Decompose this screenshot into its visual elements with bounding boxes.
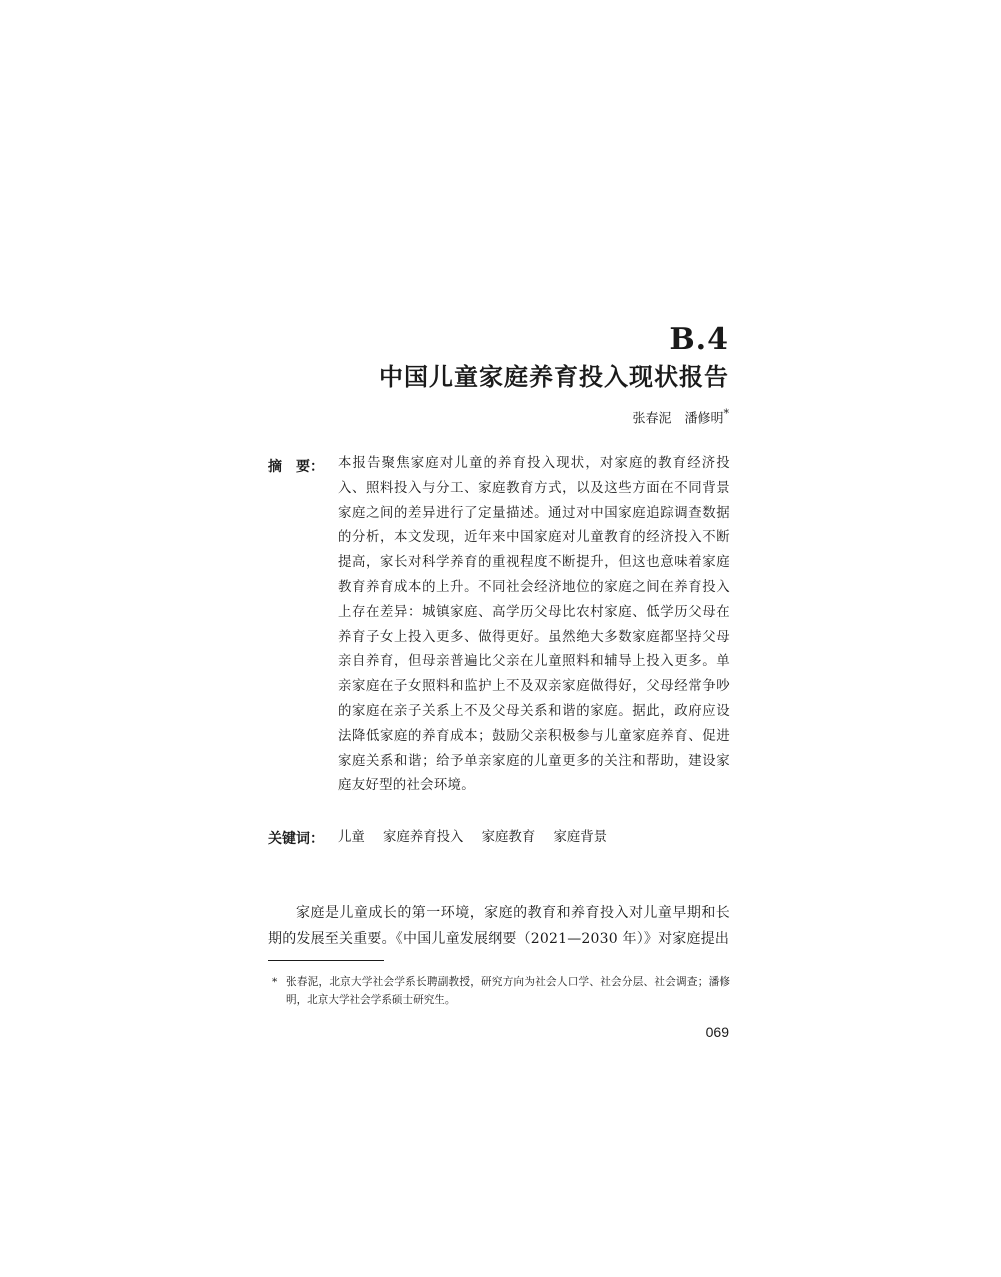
page-number: 069 [705, 1024, 729, 1040]
section-label: B.4 [669, 322, 729, 357]
abstract-text: 本报告聚焦家庭对儿童的养育投入现状，对家庭的教育经济投入、照料投入与分工、家庭教育方式，以及这些方面在不同背景家庭之间的差异进行了定量描述。通过对中国家庭追踪调查数据的分析，本文发现，近年来中国家庭对儿童教育的经济投入不断提高，家长对科学养育的重视程度不断提升，但这也意味着家庭教育养育成本的上升。不同社会经济地位的家庭之间在养育投入上存在差异：城镇家庭、高学历父母比农村家庭、低学历父母在养育子女上投入更多、做得更好。虽然绝大多数家庭都坚持父母亲自养育，但母亲普遍比父亲在儿童照料和辅导上投入更多。单亲家庭在子女照料和监护上不及双亲家庭做得好，父母经常争吵的家庭在亲子关系上不及父母关系和谐的家庭。据此，政府应设法降低家庭的养育成本；鼓励父亲积极参与儿童家庭养育、促进家庭关系和谐；给予单亲家庭的儿童更多的关注和帮助，建设家庭友好型的社会环境。 [338, 456, 730, 794]
author-names: 张春泥 潘修明 [632, 411, 724, 427]
body-paragraph: 家庭是儿童成长的第一环境，家庭的教育和养育投入对儿童早期和长期的发展至关重要。《中国儿童发展纲要（2021—2030 年）》对家庭提出 [268, 905, 730, 947]
keyword-item: 儿童 [338, 830, 365, 845]
keyword-item: 家庭养育投入 [383, 830, 464, 845]
keyword-item: 家庭背景 [553, 830, 608, 845]
footnote-text: 张春泥，北京大学社会学系长聘副教授，研究方向为社会人口学、社会分层、社会调查；潘修明，北京大学社会学系硕士研究生。 [286, 976, 730, 1006]
author-line [632, 407, 729, 426]
abstract-label: 摘 要： [268, 459, 324, 475]
keywords-list [338, 826, 621, 845]
report-title: 中国儿童家庭养育投入现状报告 [379, 363, 729, 391]
author-footnote-mark: * [723, 407, 729, 420]
footnote-divider [268, 960, 384, 961]
footnote [272, 973, 730, 1009]
footnote-mark: * [272, 976, 278, 988]
keywords-label: 关键词： [268, 831, 324, 847]
keyword-item: 家庭教育 [481, 830, 536, 845]
